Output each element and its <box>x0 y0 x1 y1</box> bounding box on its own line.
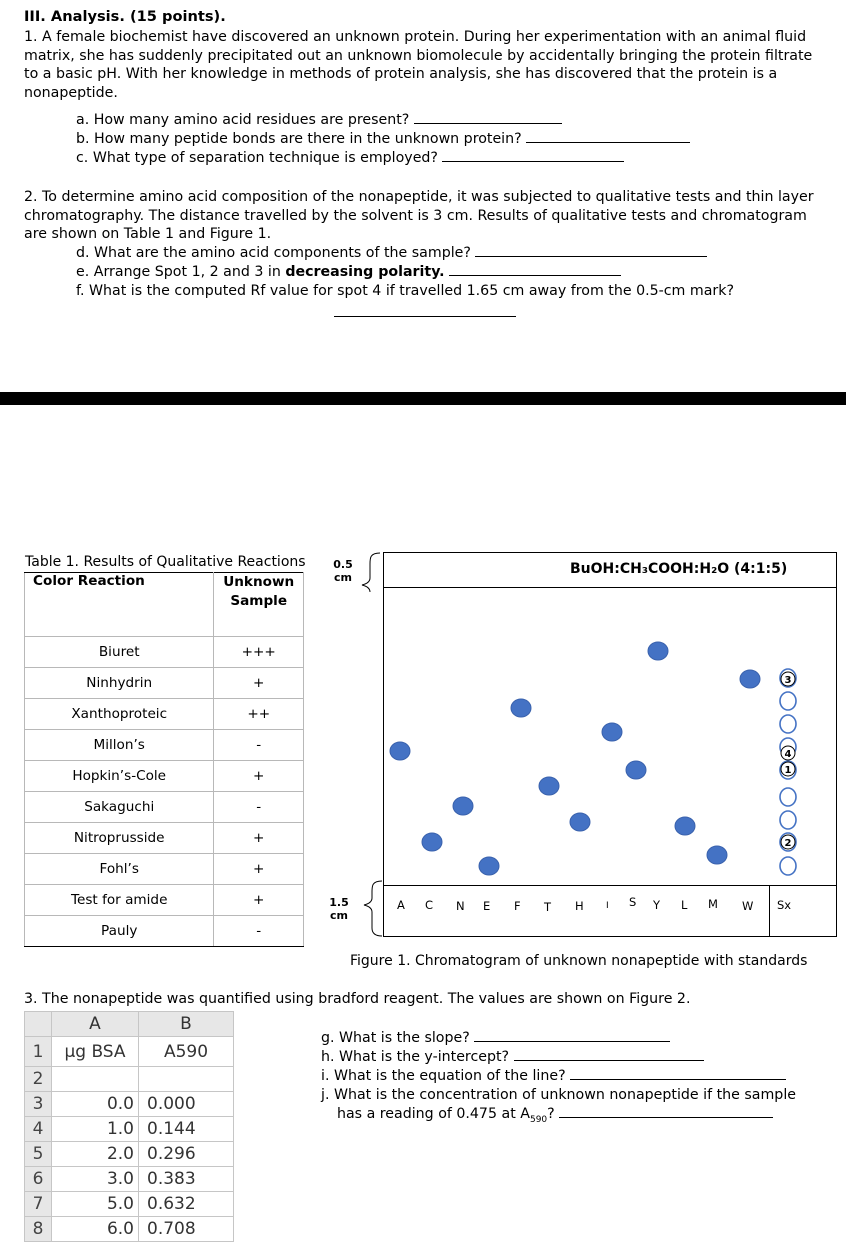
header-bsa-cell[interactable]: µg BSA <box>52 1037 139 1067</box>
bsa-cell[interactable]: 5.0 <box>52 1192 139 1217</box>
answer-d-blank[interactable] <box>475 244 707 257</box>
sheet-cell[interactable] <box>139 1067 234 1092</box>
section-divider <box>0 392 846 405</box>
lane-label: L <box>681 898 688 912</box>
answer-b-blank[interactable] <box>526 130 690 143</box>
lane-label: I <box>606 901 609 911</box>
question-g-text: g. What is the slope? <box>321 1030 470 1046</box>
chromatogram-spots <box>383 552 836 935</box>
answer-a-blank[interactable] <box>414 111 562 124</box>
bottom-mark-label <box>326 896 352 922</box>
standard-spot <box>675 817 695 835</box>
row-number[interactable]: 8 <box>25 1217 52 1242</box>
bsa-cell[interactable]: 0.0 <box>52 1092 139 1117</box>
test-result: - <box>214 916 304 947</box>
sheet-row <box>25 1192 234 1217</box>
test-result: + <box>214 854 304 885</box>
lane-label: A <box>397 898 405 912</box>
table-row <box>25 668 304 699</box>
absorbance-cell[interactable]: 0.708 <box>139 1217 234 1242</box>
sheet-row <box>25 1142 234 1167</box>
lane-label: T <box>544 900 552 914</box>
test-name: Pauly <box>25 916 214 947</box>
sheet-row <box>25 1092 234 1117</box>
question-a <box>76 111 562 130</box>
test-result: + <box>214 823 304 854</box>
sheet-row <box>25 1067 234 1092</box>
standard-spot <box>390 742 410 760</box>
column-header-a[interactable]: A <box>52 1012 139 1037</box>
question-j-line2 <box>337 1105 773 1129</box>
spot-label: 3 <box>784 675 792 686</box>
question-b-text: b. How many peptide bonds are there in the unknown protein? <box>76 131 522 147</box>
table-row <box>25 885 304 916</box>
sample-spot <box>780 788 796 806</box>
top-mark-unit: cm <box>334 571 352 584</box>
question-j-suffix: ? <box>547 1106 555 1122</box>
sample-spot <box>780 857 796 875</box>
lane-label: M <box>708 897 718 911</box>
standard-spot <box>422 833 442 851</box>
lane-label: Sx <box>777 898 792 912</box>
column-header-b[interactable]: B <box>139 1012 234 1037</box>
standard-spot <box>479 857 499 875</box>
section-title: III. Analysis. (15 points). <box>24 8 226 25</box>
question-f-text: f. What is the computed Rf value for spot 4 if travelled 1.65 cm away from the 0.5-cm mark? <box>76 283 734 299</box>
bradford-spreadsheet <box>24 1011 234 1242</box>
standard-spot <box>539 777 559 795</box>
lane-label: E <box>483 899 491 913</box>
question-j-subscript: 590 <box>529 1114 548 1125</box>
test-name: Biuret <box>25 637 214 668</box>
test-name: Test for amide <box>25 885 214 916</box>
sample-spot <box>780 715 796 733</box>
lane-label: F <box>514 899 521 913</box>
header-absorbance-cell[interactable]: A590 <box>139 1037 234 1067</box>
test-result: +++ <box>214 637 304 668</box>
sheet-row <box>25 1217 234 1242</box>
standard-spot <box>570 813 590 831</box>
lane-label: Y <box>653 898 661 912</box>
question-b <box>76 130 690 149</box>
question-d-text: d. What are the amino acid components of the sample? <box>76 245 471 261</box>
test-result: + <box>214 761 304 792</box>
spot-label: 2 <box>784 838 792 849</box>
lane-label: N <box>456 899 465 913</box>
sheet-cell[interactable] <box>52 1067 139 1092</box>
question-i-text: i. What is the equation of the line? <box>321 1068 566 1084</box>
row-number[interactable]: 1 <box>25 1037 52 1067</box>
row-number[interactable]: 4 <box>25 1117 52 1142</box>
question-i <box>321 1067 786 1086</box>
bottom-bracket <box>364 881 382 936</box>
table1 <box>24 572 304 947</box>
test-name: Sakaguchi <box>25 792 214 823</box>
test-name: Hopkin’s-Cole <box>25 761 214 792</box>
table1-col-color-reaction: Color Reaction <box>25 573 214 637</box>
test-name: Xanthoproteic <box>25 699 214 730</box>
answer-f-blank[interactable] <box>334 304 516 317</box>
sample-spot <box>780 692 796 710</box>
table-row <box>25 854 304 885</box>
bottom-mark-value: 1.5 <box>329 896 349 909</box>
table1-col-unknown-sample: Unknown Sample <box>214 573 304 637</box>
answer-c-blank[interactable] <box>442 149 624 162</box>
question-c <box>76 149 624 168</box>
question-d <box>76 244 707 263</box>
bsa-cell[interactable]: 1.0 <box>52 1117 139 1142</box>
answer-j-blank[interactable] <box>559 1105 773 1118</box>
bsa-cell[interactable]: 6.0 <box>52 1217 139 1242</box>
bsa-cell[interactable]: 2.0 <box>52 1142 139 1167</box>
corner-cell[interactable] <box>25 1012 52 1037</box>
sample-spot <box>780 811 796 829</box>
standard-spot <box>511 699 531 717</box>
test-result: - <box>214 792 304 823</box>
row-number[interactable]: 2 <box>25 1067 52 1092</box>
lane-label: H <box>575 899 584 913</box>
question-h-text: h. What is the y-intercept? <box>321 1049 510 1065</box>
table-row <box>25 761 304 792</box>
table1-header <box>25 573 304 637</box>
spot-label: 1 <box>784 765 792 776</box>
standard-spot <box>707 846 727 864</box>
question-2-text: 2. To determine amino acid composition of the nonapeptide, it was subjected to qualitative tests and thin layer chromatography. The distance travelled by the solvent is 3 cm. Results of qualitative tests and chromatogram are shown on Table 1 and Figure 1. <box>24 189 814 242</box>
row-number[interactable]: 7 <box>25 1192 52 1217</box>
row-number[interactable]: 6 <box>25 1167 52 1192</box>
test-name: Fohl’s <box>25 854 214 885</box>
spot-label: 4 <box>784 749 792 760</box>
row-number[interactable]: 5 <box>25 1142 52 1167</box>
test-result: ++ <box>214 699 304 730</box>
top-bracket <box>362 553 380 592</box>
table-row <box>25 916 304 947</box>
column-header-row <box>25 1012 234 1037</box>
answer-h-blank[interactable] <box>514 1048 704 1061</box>
answer-e-blank[interactable] <box>449 263 621 276</box>
row-number[interactable]: 3 <box>25 1092 52 1117</box>
absorbance-cell[interactable]: 0.000 <box>139 1092 234 1117</box>
test-name: Millon’s <box>25 730 214 761</box>
bottom-mark-unit: cm <box>330 909 348 922</box>
standard-spot <box>740 670 760 688</box>
sheet-row <box>25 1037 234 1067</box>
table-row <box>25 792 304 823</box>
lane-label: W <box>742 899 754 913</box>
figure1-caption: Figure 1. Chromatogram of unknown nonapeptide with standards <box>350 953 808 969</box>
table1-caption: Table 1. Results of Qualitative Reactions <box>25 554 306 570</box>
question-1-text: 1. A female biochemist have discovered an unknown protein. During her experimentation with an animal fluid matrix, she has suddenly precipitated out an unknown biomolecule by accidentally bringing the protein filtrate to a basic pH. With her knowledge in methods of protein analysis, she has discovered that the protein is a nonapeptide. <box>24 29 813 101</box>
solvent-system-label: BuOH:CH₃COOH:H₂O (4:1:5) <box>570 561 788 577</box>
answer-g-blank[interactable] <box>474 1029 670 1042</box>
sheet-row <box>25 1117 234 1142</box>
question-j-text: has a reading of 0.475 at A <box>337 1106 530 1122</box>
standard-spot <box>453 797 473 815</box>
question-c-text: c. What type of separation technique is employed? <box>76 150 438 166</box>
test-result: - <box>214 730 304 761</box>
question-e <box>76 263 621 282</box>
absorbance-cell[interactable]: 0.296 <box>139 1142 234 1167</box>
absorbance-cell[interactable]: 0.632 <box>139 1192 234 1217</box>
table-row <box>25 637 304 668</box>
table-row <box>25 730 304 761</box>
sheet-row <box>25 1167 234 1192</box>
bsa-cell[interactable]: 3.0 <box>52 1167 139 1192</box>
absorbance-cell[interactable]: 0.383 <box>139 1167 234 1192</box>
standard-spot <box>626 761 646 779</box>
question-j-line1: j. What is the concentration of unknown nonapeptide if the sample <box>321 1087 796 1103</box>
standard-spot <box>602 723 622 741</box>
lane-label: S <box>629 895 637 909</box>
standard-spot <box>648 642 668 660</box>
question-g <box>321 1029 670 1048</box>
question-3-text: 3. The nonapeptide was quantified using bradford reagent. The values are shown on Figure 2. <box>24 991 691 1007</box>
lane-label: C <box>425 898 434 912</box>
table-row <box>25 823 304 854</box>
question-e-bold: decreasing polarity. <box>285 264 445 280</box>
test-result: + <box>214 885 304 916</box>
absorbance-cell[interactable]: 0.144 <box>139 1117 234 1142</box>
test-result: + <box>214 668 304 699</box>
question-a-text: a. How many amino acid residues are present? <box>76 112 410 128</box>
answer-i-blank[interactable] <box>570 1067 786 1080</box>
test-name: Nitroprusside <box>25 823 214 854</box>
test-name: Ninhydrin <box>25 668 214 699</box>
top-mark-value: 0.5 <box>333 558 353 571</box>
table-row <box>25 699 304 730</box>
question-e-text: e. Arrange Spot 1, 2 and 3 in <box>76 264 286 280</box>
question-h <box>321 1048 704 1067</box>
